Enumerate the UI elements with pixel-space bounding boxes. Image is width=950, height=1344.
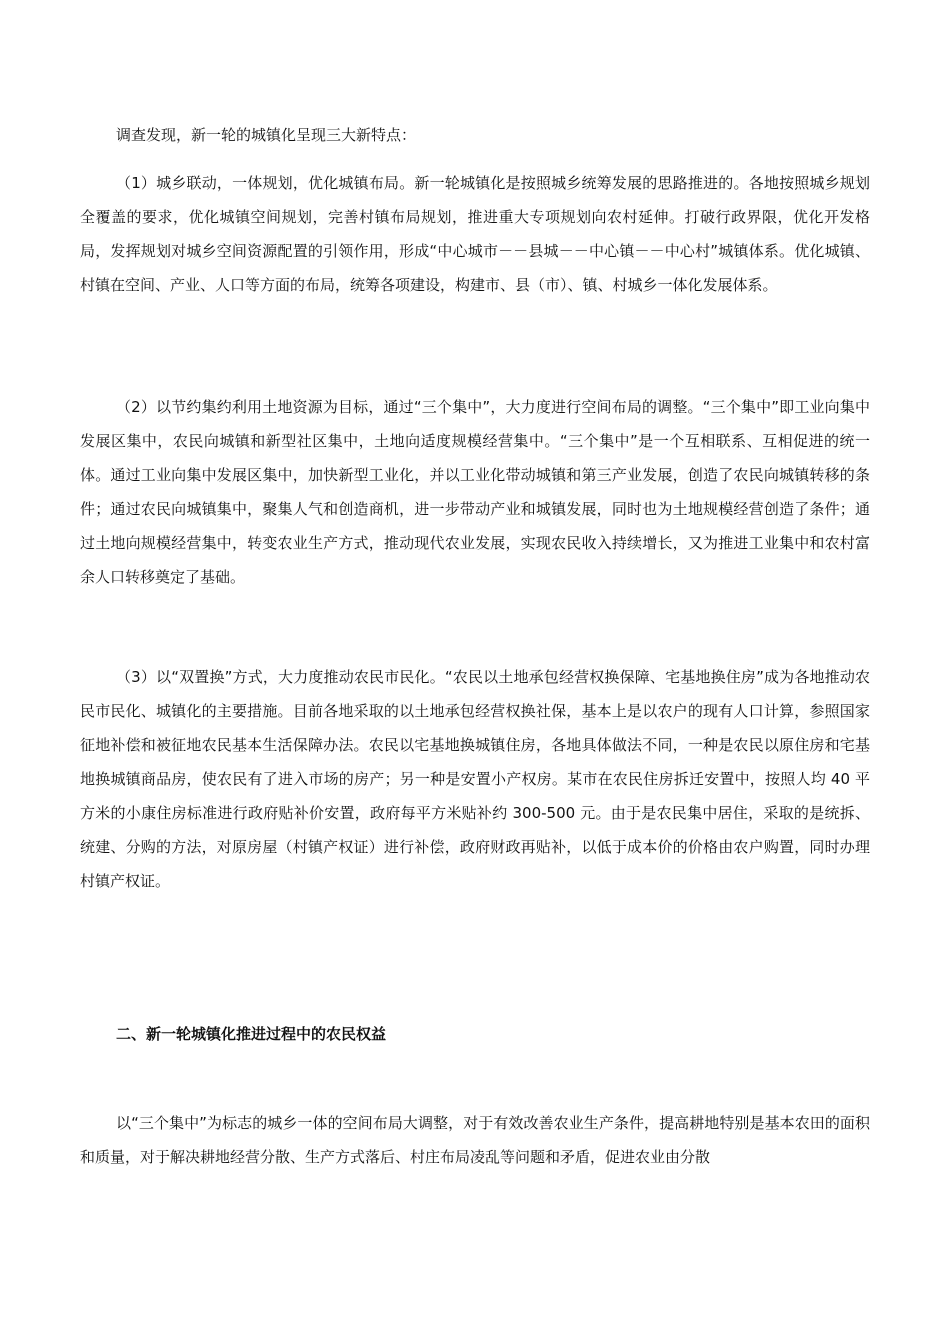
point-2-paragraph: （2）以节约集约利用土地资源为目标，通过“三个集中”，大力度进行空间布局的调整。“三个集中”即工业向集中发展区集中，农民向城镇和新型社区集中，土地向适度规模经营集中。“三个集中”是一个互相联系、互相促进的统一体。通过工业向集中发展区集中，加快新型工业化，并以工业化带动城镇和第三产业发展，创造了农民向城镇转移的条件；通过农民向城镇集中，聚集人气和创造商机，进一步带动产业和城镇发展，同时也为土地规模经营创造了条件；通过土地向规模经营集中，转变农业生产方式，推动现代农业发展，实现农民收入持续增长，又为推进工业集中和农村富余人口转移奠定了基础。 bbox=[80, 398, 870, 586]
section-heading: 二、新一轮城镇化推进过程中的农民权益 bbox=[116, 1025, 387, 1043]
closing-paragraph: 以“三个集中”为标志的城乡一体的空间布局大调整，对于有效改善农业生产条件，提高耕地特别是基本农田的面积和质量，对于解决耕地经营分散、生产方式落后、村庄布局凌乱等问题和矛盾，促进农业由分散 bbox=[80, 1114, 870, 1166]
point-1-paragraph: （1）城乡联动，一体规划，优化城镇布局。新一轮城镇化是按照城乡统筹发展的思路推进的。各地按照城乡规划全覆盖的要求，优化城镇空间规划，完善村镇布局规划，推进重大专项规划向农村延伸。打破行政界限，优化开发格局，发挥规划对城乡空间资源配置的引领作用，形成“中心城市－－县城－－中心镇－－中心村”城镇体系。优化城镇、村镇在空间、产业、人口等方面的布局，统筹各项建设，构建市、县（市）、镇、村城乡一体化发展体系。 bbox=[80, 174, 870, 294]
intro-paragraph: 调查发现，新一轮的城镇化呈现三大新特点： bbox=[116, 126, 417, 144]
point-3-paragraph: （3）以“双置换”方式，大力度推动农民市民化。“农民以土地承包经营权换保障、宅基地换住房”成为各地推动农民市民化、城镇化的主要措施。目前各地采取的以土地承包经营权换社保，基本上是以农户的现有人口计算，参照国家征地补偿和被征地农民基本生活保障办法。农民以宅基地换城镇住房，各地具体做法不同，一种是农民以原住房和宅基地换城镇商品房，使农民有了进入市场的房产；另一种是安置小产权房。某市在农民住房拆迁安置中，按照人均 40 平方米的小康住房标准进行政府贴补价安置，政府每平方米贴补约 300-500 元。由于是农民集中居住，采取的是统拆、统建、分购的方法，对原房屋（村镇产权证）进行补偿，政府财政再贴补，以低于成本价的价格由农户购置，同时办理村镇产权证。 bbox=[80, 668, 870, 890]
